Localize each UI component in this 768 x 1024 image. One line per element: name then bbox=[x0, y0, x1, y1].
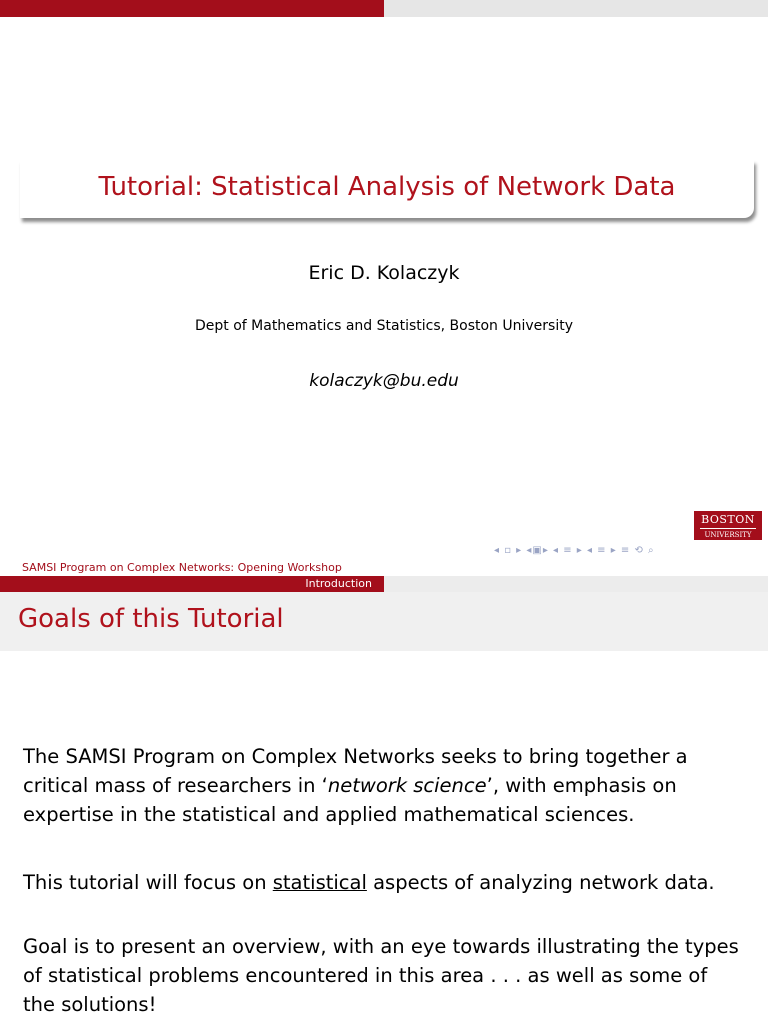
title-box bbox=[20, 160, 754, 218]
author-name: Eric D. Kolaczyk bbox=[308, 262, 460, 284]
progress-bar-empty bbox=[384, 0, 768, 17]
p1-text-b: ’, with emphasis on expertise in the statistical and applied mathematical sciences. bbox=[23, 774, 677, 826]
paragraph-program bbox=[23, 742, 743, 829]
p2-underlined: statistical bbox=[272, 871, 367, 894]
logo-line-2: UNIVERSITY bbox=[700, 528, 756, 539]
slide-title: Tutorial: Statistical Analysis of Network Data bbox=[98, 172, 676, 202]
frame-title-bar bbox=[0, 592, 768, 651]
author-affiliation: Dept of Mathematics and Statistics, Boston University bbox=[195, 318, 573, 334]
author-email: kolaczyk@bu.edu bbox=[309, 371, 459, 391]
p2-text-b: aspects of analyzing network data. bbox=[366, 871, 715, 894]
paragraph-focus bbox=[23, 868, 743, 897]
p1-emphasis: network science bbox=[327, 774, 487, 797]
beamer-navigation-icons[interactable]: ◂ ▫ ▸ ◂▣▸ ◂ ≡ ▸ ◂ ≡ ▸ ≡ ⟲ ⌕ bbox=[494, 545, 655, 556]
p2-text-a: This tutorial will focus on bbox=[23, 871, 273, 894]
goals-slide bbox=[0, 512, 768, 1024]
footer-section-name: Introduction bbox=[305, 577, 372, 590]
progress-bar-filled bbox=[0, 0, 384, 17]
frame-title: Goals of this Tutorial bbox=[18, 604, 284, 634]
logo-line-1: BOSTON bbox=[701, 513, 755, 526]
footer-event-name: SAMSI Program on Complex Networks: Opening Workshop bbox=[22, 561, 342, 574]
paragraph-goal: Goal is to present an overview, with an eye towards illustrating the types of statistical problems encountered in this area . . . as well as some of the solutions! bbox=[23, 935, 739, 1016]
p1-text-a: The SAMSI Program on Complex Networks seeks to bring together a critical mass of researchers in ‘ bbox=[23, 745, 688, 797]
